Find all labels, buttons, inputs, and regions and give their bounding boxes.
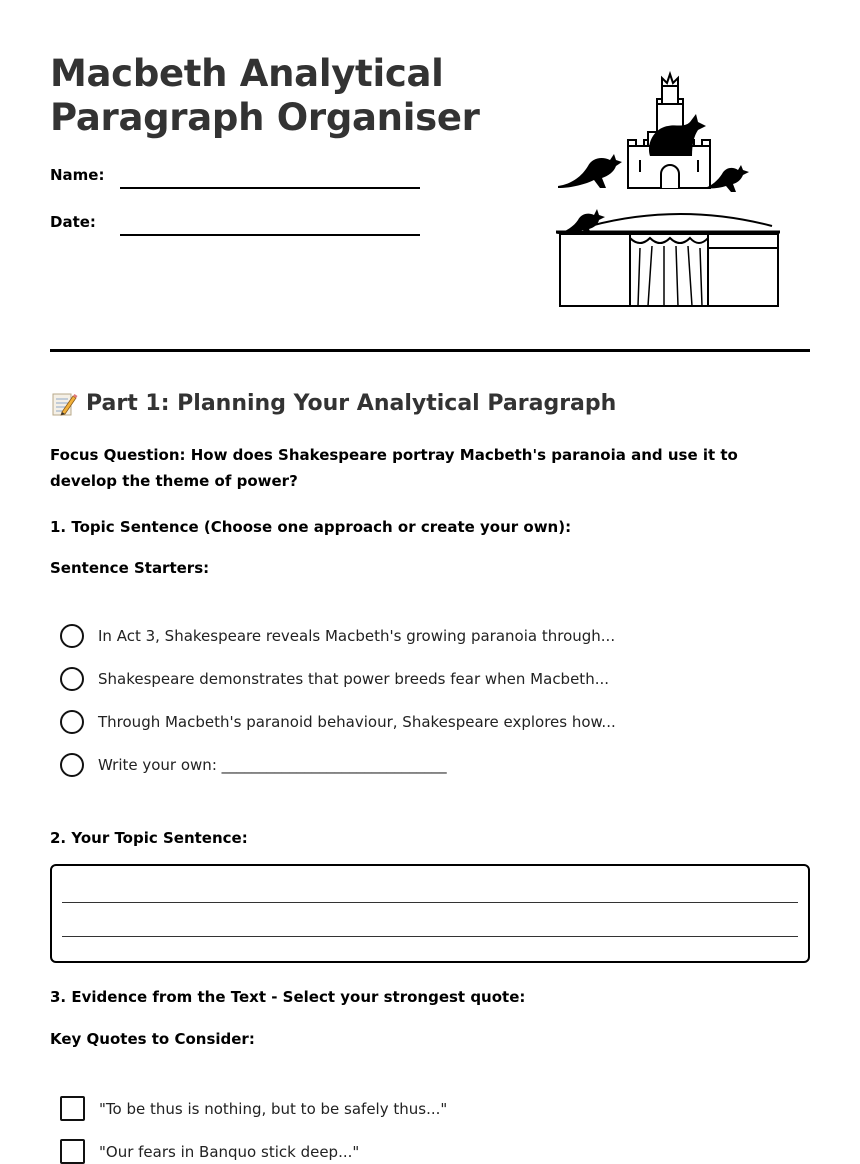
kangaroo-left-icon xyxy=(558,154,622,188)
evidence-heading: 3. Evidence from the Text - Select your strongest quote: xyxy=(50,988,526,1006)
part1-heading xyxy=(50,388,616,420)
quote-option-label: "Our fears in Banquo stick deep..." xyxy=(99,1142,360,1161)
date-label: Date: xyxy=(50,213,96,231)
starter-option-4[interactable] xyxy=(60,753,447,777)
castle-kangaroo-illustration xyxy=(552,64,784,312)
quote-option-2[interactable] xyxy=(60,1139,359,1164)
radio-button[interactable] xyxy=(60,624,84,648)
starter-option-3[interactable] xyxy=(60,710,616,734)
quote-option-label: "To be thus is nothing, but to be safely thus..." xyxy=(99,1099,448,1118)
key-quotes-heading: Key Quotes to Consider: xyxy=(50,1030,255,1048)
starter-option-2[interactable] xyxy=(60,667,609,691)
topic-sentence-input-box[interactable] xyxy=(50,864,810,963)
checkbox[interactable] xyxy=(60,1096,85,1121)
starter-option-label: Write your own: ______________________________ xyxy=(98,756,447,774)
radio-button[interactable] xyxy=(60,753,84,777)
name-label: Name: xyxy=(50,166,105,184)
sentence-starters-heading: Sentence Starters: xyxy=(50,559,210,577)
starter-option-label: Shakespeare demonstrates that power breeds fear when Macbeth... xyxy=(98,670,610,688)
radio-button[interactable] xyxy=(60,667,84,691)
page-title xyxy=(50,52,480,140)
starter-option-label: Through Macbeth's paranoid behaviour, Shakespeare explores how... xyxy=(98,713,616,731)
memo-icon xyxy=(50,390,78,418)
answer-line xyxy=(62,936,798,937)
name-field[interactable] xyxy=(120,187,420,189)
part1-title: Part 1: Planning Your Analytical Paragraph xyxy=(86,391,617,416)
topic-sentence-heading: 1. Topic Sentence (Choose one approach or create your own): xyxy=(50,518,572,536)
checkbox[interactable] xyxy=(60,1139,85,1164)
title-line-1: Macbeth Analytical xyxy=(50,52,444,95)
your-topic-sentence-heading: 2. Your Topic Sentence: xyxy=(50,829,248,847)
focus-question: Focus Question: How does Shakespeare portray Macbeth's paranoia and use it to develop the theme of power? xyxy=(50,446,738,490)
starter-option-1[interactable] xyxy=(60,624,615,648)
radio-button[interactable] xyxy=(60,710,84,734)
quote-option-1[interactable] xyxy=(60,1096,447,1121)
header-divider xyxy=(50,349,810,352)
title-line-2: Paragraph Organiser xyxy=(50,96,480,139)
answer-line xyxy=(62,902,798,903)
date-field[interactable] xyxy=(120,234,420,236)
starter-option-label: In Act 3, Shakespeare reveals Macbeth's growing paranoia through... xyxy=(98,627,616,645)
